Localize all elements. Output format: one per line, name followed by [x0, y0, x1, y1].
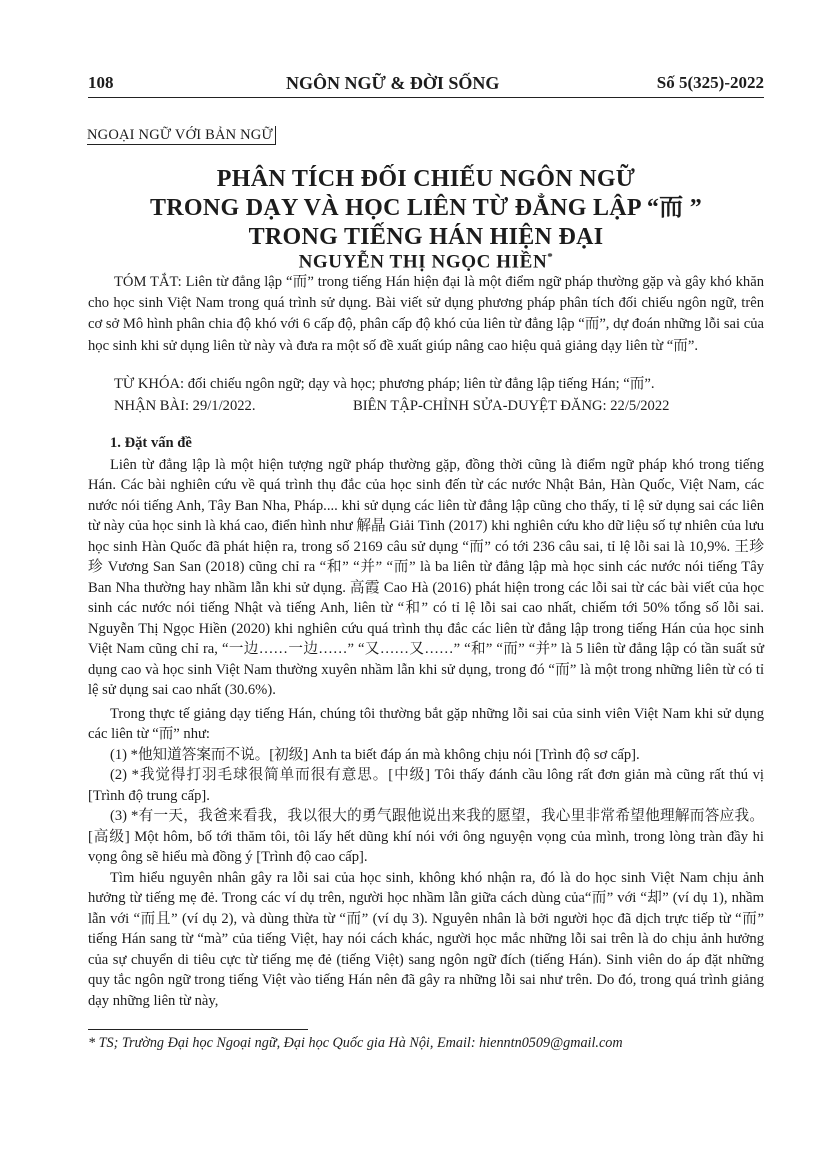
footnote: * TS; Trường Đại học Ngoại ngữ, Đại học Quốc gia Hà Nội, Email: hienntn0509@gmail.com — [88, 1035, 623, 1051]
keywords: TỪ KHÓA: đối chiếu ngôn ngữ; dạy và học; phương pháp; liên từ đẳng lập tiếng Hán; “而”. — [114, 376, 655, 392]
page-number: 108 — [88, 73, 114, 92]
title-line-1: PHÂN TÍCH ĐỐI CHIẾU NGÔN NGỮ — [216, 166, 636, 192]
abstract: TÓM TẮT: Liên từ đẳng lập “而” trong tiếng Hán hiện đại là một điểm ngữ pháp thường gặp và gây khó khăn cho học sinh Việt Nam trong quá trình sử dụng. Bài viết sử dụng phương pháp phân tích đối chiếu ngôn ngữ, trên cơ sở Mô hình phân chia độ khó với 6 cấp độ, phân cấp độ khó của liên từ đẳng lập “而”, dự đoán những lỗi sai của học sinh khi sử dụng liên từ này và đưa ra một số đề xuất giúp nâng cao hiệu quả giảng dạy liên từ “而”. — [88, 274, 764, 354]
footnote-rule — [88, 1029, 308, 1030]
article-title — [88, 165, 764, 252]
paragraph-1: Liên từ đẳng lập là một hiện tượng ngữ pháp thường gặp, đồng thời cũng là điểm ngữ pháp khó trong tiếng Hán. Các bài nghiên cứu về quá trình thụ đắc của học sinh đến từ các nước Nhật Bản, Hàn Quốc, Việt Nam, các nước nói tiếng Anh, Tây Ban Nha, Pháp.... khi sử dụng các liên từ đẳng lập cũng cho thấy, tỉ lệ sử dụng sai các liên từ này của học sinh là khá cao, điển hình như 解晶 Giải Tinh (2017) khi nghiên cứu kho dữ liệu số tự nhiên của lưu học sinh Hàn Quốc đã phát hiện ra, trong số 2169 câu sử dụng “而” có tới 236 câu sai, tỉ lệ lỗi sai là 10,9%. 王珍珍 Vương San San (2018) cũng chỉ ra “和” “并” “而” là ba liên từ đẳng lập mà học sinh các nước nói tiếng Tây Ban Nha thường hay nhầm lẫn khi sử dụng. 高霞 Cao Hà (2016) phát hiện trong các lỗi sai từ các bài viết của học sinh các nước nói tiếng Nhật và tiếng Anh, liên từ “和” có tỉ lệ lỗi sai cao nhất, chiếm tới 50% tổng số lỗi sai. Nguyễn Thị Ngọc Hiền (2020) khi nghiên cứu quá trình thụ đắc các liên từ đẳng lập trong tiếng Hán của học sinh Việt Nam cũng chỉ ra, “一边……一边……” “又……又……” “和” “而” “并” là 5 liên từ đẳng lập có tần suất sử dụng cao và học sinh Việt Nam thường xuyên nhầm lẫn khi sử dụng, trong đó “而” là một trong những liên từ có tỉ lệ sử dụng sai cao nhất (30.6%). — [88, 456, 764, 698]
author-footnote-mark: * — [547, 251, 554, 263]
section-label: NGOẠI NGỮ VỚI BẢN NGỮ — [87, 126, 276, 145]
author-name: NGUYỄN THỊ NGỌC HIỀN — [298, 251, 548, 273]
title-line-3: TRONG TIẾNG HÁN HIỆN ĐẠI — [248, 224, 604, 250]
title-line-2: TRONG DẠY VÀ HỌC LIÊN TỪ ĐẲNG LẬP “而 ” — [149, 195, 703, 221]
received-date: NHẬN BÀI: 29/1/2022. — [114, 398, 256, 414]
header-rule — [88, 97, 764, 98]
running-header — [88, 69, 764, 99]
example-3: (3) *有一天，我爸来看我，我以很大的勇气跟他说出来我的愿望，我心里非常希望他理解而答应我。[高级] Một hôm, bố tới thăm tôi, tôi lấy hết dũng khí nói với ông nguyện vọng của mình, trong lòng tràn đầy hi vọng ông sẽ hiểu mà đồng ý [Trình độ cao cấp]. — [88, 808, 764, 865]
paragraph-2: Trong thực tế giảng dạy tiếng Hán, chúng tôi thường bắt gặp những lỗi sai của sinh viên Việt Nam khi sử dụng các liên từ “而” như: — [88, 705, 764, 742]
article-dates — [114, 396, 764, 418]
author — [88, 251, 764, 273]
journal-title: NGÔN NGỮ & ĐỜI SỐNG — [286, 73, 500, 93]
section-heading: 1. Đặt vấn đề — [110, 435, 192, 451]
issue-number: Số 5(325)-2022 — [656, 73, 764, 92]
example-1: (1) *他知道答案而不说。[初级] Anh ta biết đáp án mà không chịu nói [Trình độ sơ cấp]. — [110, 746, 640, 763]
example-2: (2) *我觉得打羽毛球很简单而很有意思。[中级] Tôi thấy đánh cầu lông rất đơn giản mà cũng rất thú vị [Trình độ trung cấp]. — [88, 767, 764, 804]
edited-date: BIÊN TẬP-CHỈNH SỬA-DUYỆT ĐĂNG: 22/5/2022 — [353, 398, 670, 414]
paragraph-3: Tìm hiểu nguyên nhân gây ra lỗi sai của học sinh, không khó nhận ra, đó là do học sinh Việt Nam chịu ảnh hưởng từ tiếng mẹ đẻ. Trong các ví dụ trên, người học nhầm lẫn giữa cách dùng của“而” với “却” (ví dụ 1), nhầm lẫn với “而且” (ví dụ 2), và dùng thừa từ “而” (ví dụ 3). Nguyên nhân là bởi người học đã dịch trực tiếp từ “而” tiếng Hán sang từ “mà” của tiếng Việt, hay nói cách khác, người học mắc những lỗi sai trên là do chịu ảnh hưởng của sự chuyển di tiêu cực từ tiếng mẹ đẻ (tiếng Việt) sang ngôn ngữ đích (tiếng Hán). Sinh viên do áp đặt những quy tắc ngôn ngữ trong tiếng Việt vào tiếng Hán nên đã gây ra những lỗi sai như trên. Do đó, trong quá trình giảng dạy những liên từ này, — [88, 869, 764, 1009]
article-body — [88, 433, 764, 1011]
